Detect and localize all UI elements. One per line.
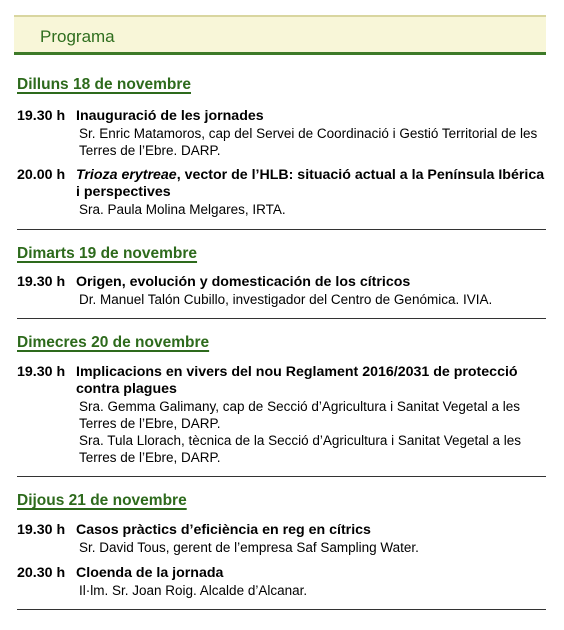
section-divider [17, 318, 546, 319]
day-section-dimarts [17, 245, 546, 308]
section-divider [17, 609, 546, 610]
entry-speaker: Sr. Enric Matamoros, cap del Servei de Coordinació i Gestió Territorial de les Terres de l’Ebre. DARP. [79, 126, 538, 158]
entry-time: 19.30 h [17, 522, 66, 538]
entry-title: Inauguració de les jornades [76, 108, 264, 124]
day-title: Dimarts 19 de novembre [17, 245, 198, 262]
program-entry [17, 274, 546, 308]
day-title: Dijous 21 de novembre [17, 492, 187, 509]
entry-title: Cloenda de la jornada [76, 565, 224, 581]
program-entry [17, 364, 546, 466]
entry-time: 19.30 h [17, 108, 66, 124]
day-section-dilluns [17, 76, 546, 218]
entry-speaker: Dr. Manuel Talón Cubillo, investigador del Centro de Genómica. IVIA. [79, 292, 493, 307]
program-title: Programa [40, 27, 115, 46]
entry-speaker: Sr. David Tous, gerent de l’empresa Saf Sampling Water. [79, 540, 419, 555]
entry-title: Casos pràctics d’eficiència en reg en cítrics [76, 522, 371, 538]
program-entry [17, 565, 546, 599]
day-section-dimecres [17, 334, 546, 466]
entry-title: Origen, evolución y domesticación de los cítricos [76, 274, 411, 290]
entry-speaker: Sra. Gemma Galimany, cap de Secció d’Agricultura i Sanitat Vegetal a les Terres de l’Ebre, DARP. [79, 399, 520, 431]
entry-title-italic: Trioza erytreae [76, 167, 177, 183]
entry-speaker: Sra. Tula Llorach, tècnica de la Secció d’Agricultura i Sanitat Vegetal a les Terres de l’Ebre, DARP. [79, 433, 521, 465]
entry-title [76, 167, 546, 201]
section-divider [17, 476, 546, 477]
program-entry [17, 522, 546, 556]
day-title: Dimecres 20 de novembre [17, 334, 210, 351]
day-section-dijous [17, 492, 546, 599]
section-divider [17, 229, 546, 230]
entry-speaker: Sra. Paula Molina Melgares, IRTA. [79, 202, 286, 217]
program-entry [17, 108, 546, 159]
entry-title: Implicacions en vivers del nou Reglament 2016/2031 de protecció contra plagues [76, 364, 518, 397]
program-header [14, 15, 546, 55]
entry-title-rest: , vector de l’HLB: situació actual a la Península Ibérica i perspectives [76, 167, 545, 200]
program-entry [17, 167, 546, 218]
entry-time: 19.30 h [17, 364, 66, 380]
entry-speaker: Il·lm. Sr. Joan Roig. Alcalde d’Alcanar. [79, 583, 308, 598]
day-title: Dilluns 18 de novembre [17, 76, 191, 93]
entry-time: 19.30 h [17, 274, 66, 290]
entry-time: 20.00 h [17, 167, 66, 183]
entry-time: 20.30 h [17, 565, 66, 581]
